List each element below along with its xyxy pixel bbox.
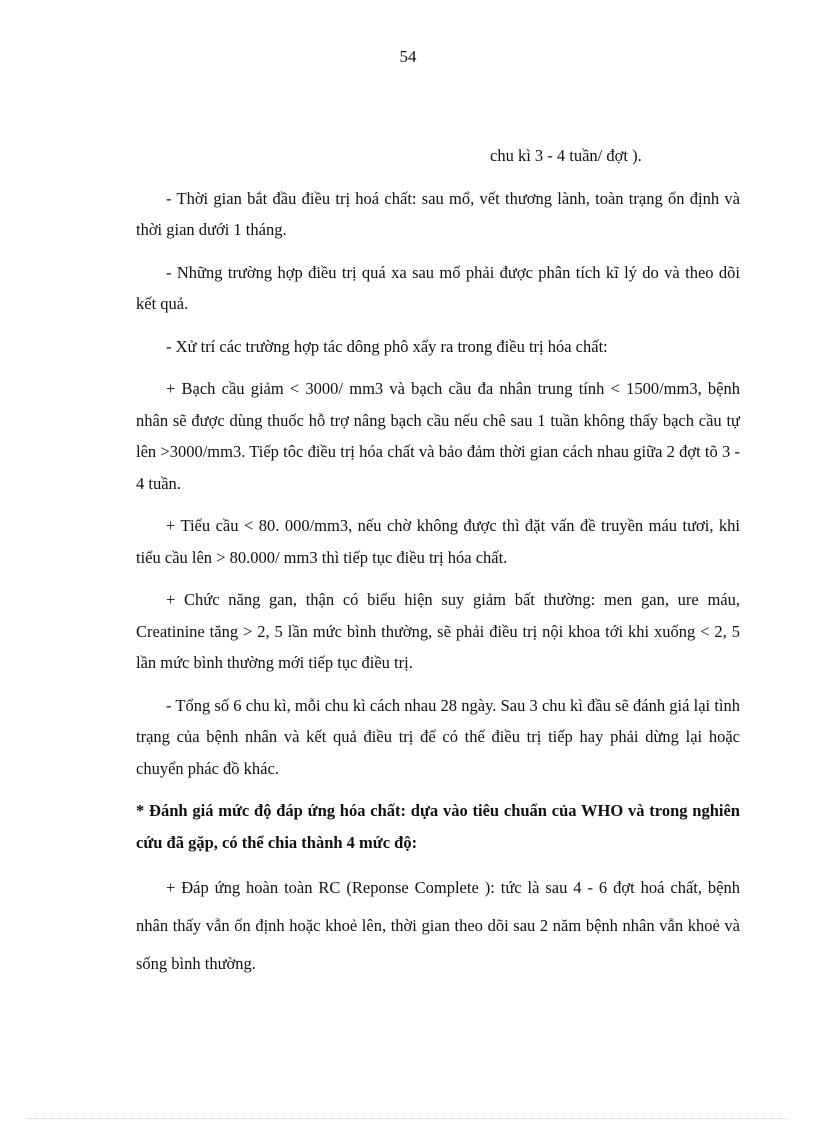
page-number: 54: [399, 47, 417, 66]
paragraph-liver-kidney: + Chức năng gan, thận có biểu hiện suy giảm bất thường: men gan, ure máu, Creatinine tăng > 2, 5 lần mức bình thường, sẽ phải điều trị nội khoa tới khi xuống < 2, 5 lần mức bình thường mới tiếp tục điều trị.: [136, 590, 740, 672]
paragraph-late-treatment: - Những trường hợp điều trị quá xa sau mổ phải được phân tích kĩ lý do và theo dõi kết quả.: [136, 262, 740, 313]
paragraph-white-blood-cells: + Bạch cầu giảm < 3000/ mm3 và bạch cầu đa nhân trung tính < 1500/mm3, bệnh nhân sẽ được dùng thuốc hỗ trợ nâng bạch cầu nếu chê sau 1 tuần không thấy bạch cầu tự lên >3000/mm3. Tiếp tôc điều trị hóa chất và bảo đảm thời gian cách nhau giữa 2 đợt tõ 3 - 4 tuần.: [136, 379, 740, 493]
paragraph-platelets: + Tiểu cầu < 80. 000/mm3, nếu chờ không được thì đặt vấn đề truyền máu tươi, khi tiểu cầu lên > 80.000/ mm3 thì tiếp tục điều trị hóa chất.: [136, 516, 740, 567]
page-body: [136, 140, 740, 994]
paragraph-cycles: - Tổng số 6 chu kì, mỗi chu kì cách nhau 28 ngày. Sau 3 chu kì đầu sẽ đánh giá lại tình trạng của bệnh nhân và kết quả điều trị để có thể điều trị tiếp hay phải dừng lại hoặc chuyển phác đồ khác.: [136, 695, 740, 778]
paragraph-complete-response: + Đáp ứng hoàn toàn RC (Reponse Complete ): tức là sau 4 - 6 đợt hoá chất, bệnh nhân thấy vẫn ổn định hoặc khoẻ lên, thời gian theo dõi sau 2 năm bệnh nhân vẫn khoẻ và sống bình thường.: [136, 878, 740, 973]
continued-line: chu kì 3 - 4 tuần/ đợt ).: [490, 146, 642, 165]
paragraph-treatment-start: - Thời gian bắt đầu điều trị hoá chất: sau mổ, vết thương lành, toàn trạng ổn định và thời gian dưới 1 tháng.: [136, 188, 740, 239]
paragraph-response-heading: * Đánh giá mức độ đáp ứng hóa chất: dựa vào tiêu chuẩn của WHO và trong nghiên cứu đã gặp, có thể chia thành 4 mức độ:: [136, 801, 740, 852]
page-bottom-divider: [28, 1118, 788, 1119]
paragraph-side-effects-heading: - Xử trí các trường hợp tác dông phô xẩy ra trong điều trị hóa chất:: [166, 336, 608, 356]
